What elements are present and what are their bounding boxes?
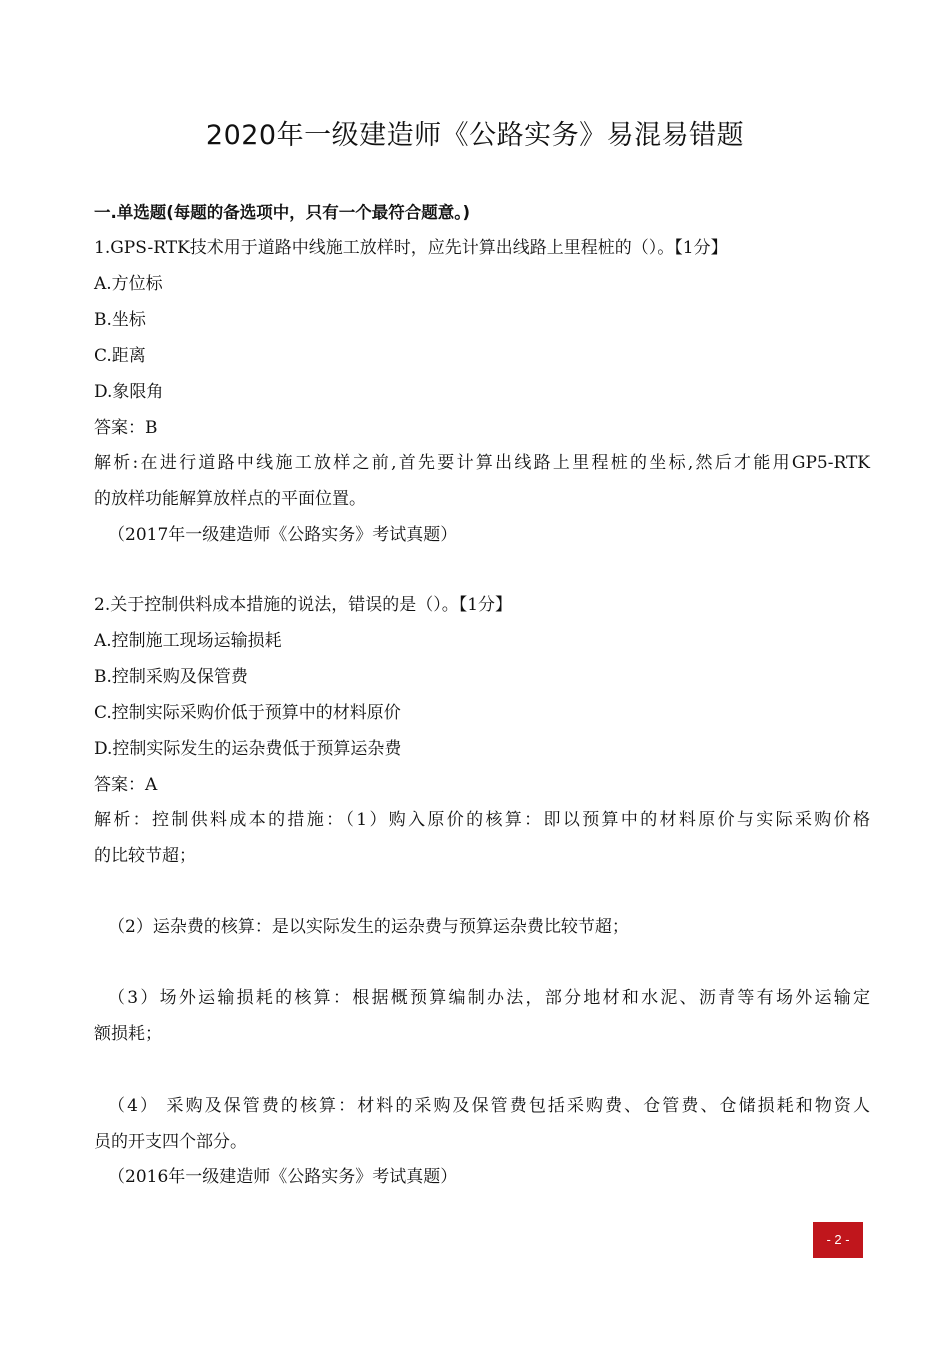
question-2-option-a: A.控制施工现场运输损耗 [94,631,282,651]
page-title: 2020年一级建造师《公路实务》易混易错题 [205,120,745,151]
question-2-option-b: B.控制采购及保管费 [94,667,248,687]
question-1-answer: 答案：B [94,418,158,438]
question-1-stem: 1.GPS-RTK技术用于道路中线施工放样时，应先计算出线路上里程桩的（）。【1分】 [94,238,728,258]
page-number-badge: - 2 - [813,1222,863,1258]
question-1-source: （2017年一级建造师《公路实务》考试真题） [108,525,458,545]
question-2-answer: 答案：A [94,775,158,795]
question-1-analysis-line-2: 的放样功能解算放样点的平面位置。 [94,489,366,509]
question-2-analysis-line-3: （2）运杂费的核算：是以实际发生的运杂费与预算运杂费比较节超； [108,917,629,937]
question-2-analysis-line-7: 员的开支四个部分。 [94,1132,247,1152]
question-2-option-c: C.控制实际采购价低于预算中的材料原价 [94,703,401,723]
question-2-analysis-line-6: （4） 采购及保管费的核算：材料的采购及保管费包括采购费、仓管费、仓储损耗和物资人 [108,1096,870,1116]
question-2-analysis-line-2: 的比较节超； [94,846,196,866]
question-2-stem: 2.关于控制供料成本措施的说法，错误的是（）。【1分】 [94,595,513,615]
question-1-option-b: B.坐标 [94,310,146,330]
question-2-analysis-line-4: （3）场外运输损耗的核算：根据概预算编制办法，部分地材和水泥、沥青等有场外运输定 [108,988,870,1008]
question-2-option-d: D.控制实际发生的运杂费低于预算运杂费 [94,739,402,759]
question-2-analysis-line-1: 解析：控制供料成本的措施：（1）购入原价的核算：即以预算中的材料原价与实际采购价格 [94,810,870,830]
question-1-option-c: C.距离 [94,346,146,366]
question-2-analysis-line-5: 额损耗； [94,1024,162,1044]
question-2-source: （2016年一级建造师《公路实务》考试真题） [108,1167,458,1187]
question-1-option-a: A.方位标 [94,274,163,294]
question-1-analysis-line-1: 解析:在进行道路中线施工放样之前,首先要计算出线路上里程桩的坐标,然后才能用GP5-RTK [94,453,870,473]
section-heading: 一.单选题(每题的备选项中，只有一个最符合题意。) [94,203,471,222]
question-1-option-d: D.象限角 [94,382,164,402]
